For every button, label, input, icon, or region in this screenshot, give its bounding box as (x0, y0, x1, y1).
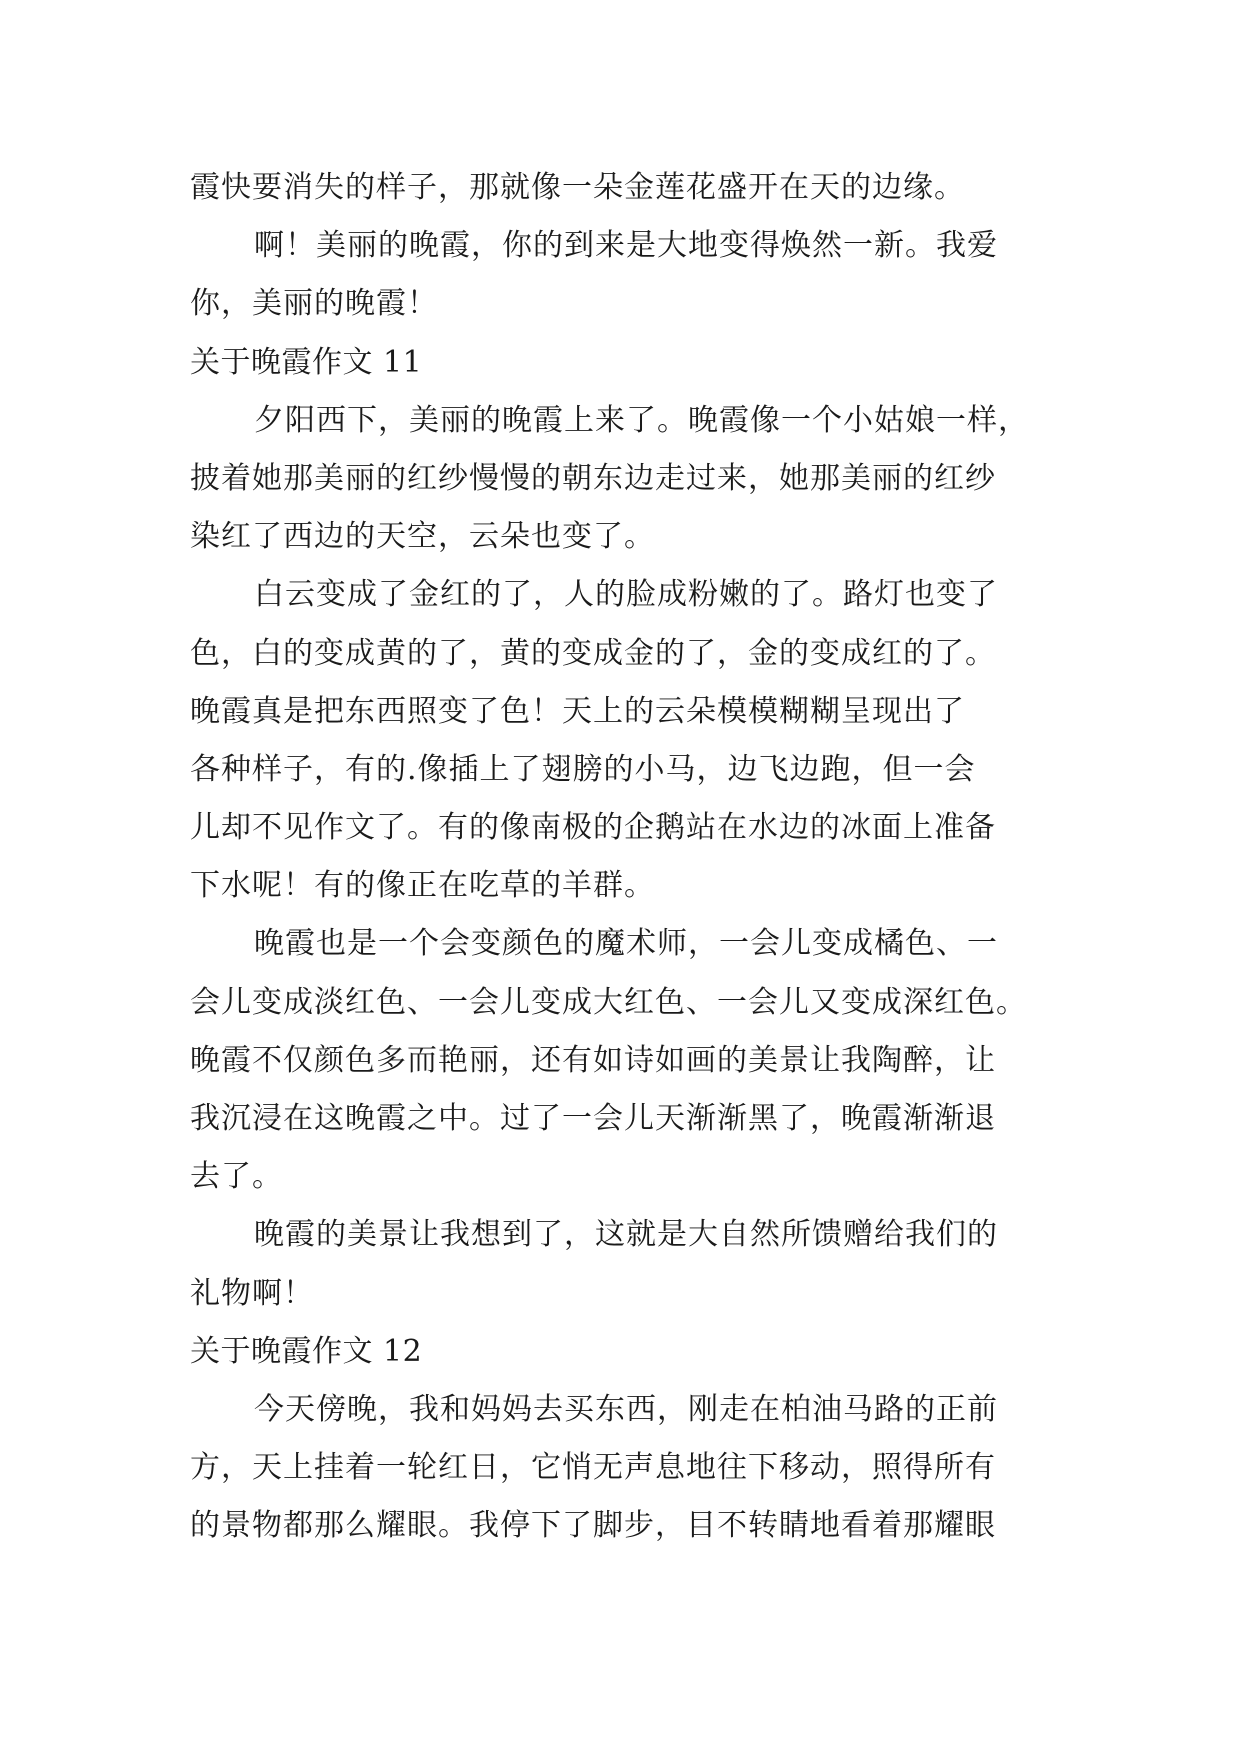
paragraph-start-line: 夕阳西下，美丽的晚霞上来了。晚霞像一个小姑娘一样， (254, 402, 1029, 438)
section-heading: 关于晚霞作文 11 (190, 344, 423, 380)
text-line: 色，白的变成黄的了，黄的变成金的了，金的变成红的了。 (190, 635, 996, 671)
paragraph-start-line: 晚霞的美景让我想到了，这就是大自然所馈赠给我们的 (254, 1217, 998, 1253)
text-line: 方，天上挂着一轮红日，它悄无声息地往下移动，照得所有 (190, 1450, 996, 1486)
text-line: 各种样子，有的.像插上了翅膀的小马，边飞边跑，但一会 (190, 751, 976, 787)
paragraph-start-line: 啊！美丽的晚霞，你的到来是大地变得焕然一新。我爱 (254, 228, 998, 264)
paragraph-start-line: 今天傍晚，我和妈妈去买东西，刚走在柏油马路的正前 (254, 1391, 998, 1427)
paragraph-start-line: 白云变成了金红的了，人的脸成粉嫩的了。路灯也变了 (254, 577, 998, 613)
text-line: 晚霞真是把东西照变了色！天上的云朵模模糊糊呈现出了 (190, 693, 965, 729)
text-line: 儿却不见作文了。有的像南极的企鹅站在水边的冰面上准备 (190, 810, 996, 846)
document-body (190, 159, 1070, 1556)
text-line: 下水呢！有的像正在吃草的羊群。 (190, 868, 655, 904)
text-line: 染红了西边的天空，云朵也变了。 (190, 519, 655, 555)
text-line: 会儿变成淡红色、一会儿变成大红色、一会儿又变成深红色。 (190, 984, 1027, 1020)
text-line: 去了。 (190, 1159, 283, 1195)
text-line: 你，美丽的晚霞！ (190, 286, 438, 322)
text-line: 霞快要消失的样子，那就像一朵金莲花盛开在天的边缘。 (190, 170, 965, 205)
text-line: 晚霞不仅颜色多而艳丽，还有如诗如画的美景让我陶醉，让 (190, 1042, 996, 1078)
text-line: 礼物啊！ (190, 1275, 314, 1311)
text-line: 的景物都那么耀眼。我停下了脚步，目不转睛地看着那耀眼 (190, 1508, 996, 1544)
text-line: 我沉浸在这晚霞之中。过了一会儿天渐渐黑了，晚霞渐渐退 (190, 1101, 996, 1136)
text-line: 披着她那美丽的红纱慢慢的朝东边走过来，她那美丽的红纱 (190, 460, 996, 496)
paragraph-start-line: 晚霞也是一个会变颜色的魔术师，一会儿变成橘色、一 (254, 926, 998, 962)
section-heading: 关于晚霞作文 12 (190, 1333, 423, 1369)
